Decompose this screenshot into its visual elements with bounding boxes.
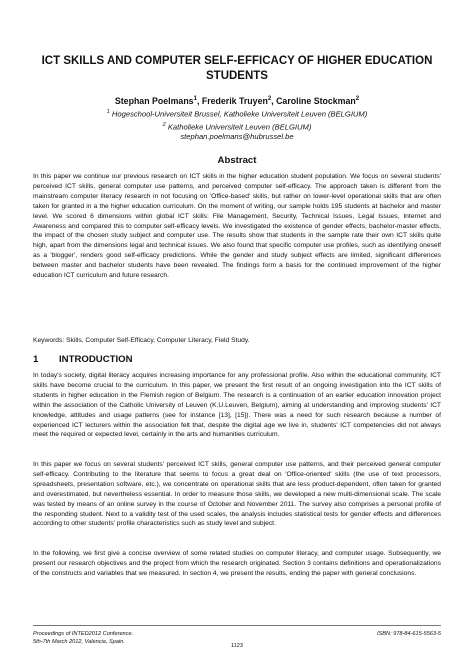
author-name: Caroline Stockman [276,95,356,106]
author-affiliation-mark: 2 [355,96,360,102]
abstract-heading: Abstract [217,155,257,166]
footer-isbn: ISBN: 978-84-615-5563-5 [376,631,441,637]
author-affiliation-mark: 2 [267,96,272,102]
keywords [33,336,441,346]
section-number: 1 [33,354,39,365]
footer-divider [33,625,441,626]
body-paragraph: In the following, we first give a concise overview of some related studies on computer literacy, and computer usage. Subsequently, we present our research objectives and the project from which the research originated. Section 3 contains definitions and operationalizations of the constructs and variables that we measured. In section 4, we present the results, ending the paper with general conclusions. [33,550,441,577]
affiliations [30,107,444,142]
affiliation: $^2$ Katholieke Universiteit Leuven (BELGIUM) [162,121,312,132]
body-paragraph: In today's society, digital literacy acquires increasing importance for any professional profile. Also within the educational community, ICT skills have become crucial to the curriculum. In this paper, we present the first result of an ongoing investigation into the ICT skills of students in higher education in the Flemish region of Belgium. The research is a continuation of an earlier education innovation project within the association of the Catholic University of Leuven (K.U.Leuven, Belgium), aiming at understanding and improving students' ICT knowledge, attitudes and usage patterns (see for instance [13], [15]). There was a need for such research because a number of experienced ICT lecturers within the association felt that, despite the digital age we live in, students' ICT competencies did not always meet the required or expected level, certainly in the arts and humanities curriculum. [33,372,441,439]
footer-proceedings: Proceedings of INTED2012 Conference. 5th-7th March 2012, Valencia, Spain. [33,631,134,645]
author-affiliation-mark: 1 [193,96,197,102]
affiliation: $^1$ Hogeschool-Universiteit Brussel, Katholieke Universiteit Leuven (BELGIUM) [106,109,368,119]
page-number: 1123 [230,643,244,649]
section-heading [33,354,133,365]
body-paragraph: In this paper we focus on several students' perceived ICT skills, general computer use patterns, and their perceived general computer self-efficacy. Contributing to the literature that seems to focus a great deal on 'Office-oriented' skills (the use of text processors, spreadsheets, presentation software, etc.), we concentrate on operational skills that are less product-dependent, often taken for granted and overestimated, but nevertheless essential. In order to measure those skills, we developed a new multi-dimensional scale. The scale was tested by means of an online survey in the course of October and November 2011. The survey also comprises a personal profile of the responding student. Next to a validity test of the used scales, the analysis includes statistical tests for gender effects and differences according to other students' profile characteristics such as study level and subject. [33,461,441,528]
author-email: stephan.poelmans@hubrussel.be [180,132,294,142]
author-name: Stephan Poelmans [114,95,194,106]
keywords-text: Skills, Computer Self-Efficacy, Computer Literacy, Field Study. [66,337,250,344]
section-title: INTRODUCTION [59,354,133,365]
keywords-label: Keywords: [33,337,65,344]
author-name: Frederik Truyen [201,95,268,106]
author-list: Stephan Poelmans$^1$, Frederik Truyen$^2$, Caroline Stockman$^2$ [114,95,360,106]
abstract-text: In this paper we continue our previous research on ICT skills in the higher education student population. We focus on several students' perceived ICT skills, general computer use patterns, and perceived computer self-efficacy. The approach taken is different from the mainstream computer literacy research in not focusing on 'Office-based' skills, but rather on lower-level operational skills that are often taken for granted in a the higher education curriculum. On the moment of writing, our sample holds 195 students at bachelor and master level. We scored 6 dimensions within global ICT skills: File Management, Security, Technical Issues, Legal Issues, Internet and Awareness and compared this to computer self-efficacy levels. We investigated the existence of gender effects, bachelor-master effects, the impact of the chosen study subject and computer use. The results show that students in the sample rate their own ICT skills quite high, apart from the dimensions legal and technical issues. We also found that specific computer use profiles, such as identifying oneself as a 'blogger', renders good self-efficacy predictions. While the gender and study subject effects are limited, significant differences between master and bachelor students have been revealed. The findings form a basis for the continued improvement of the higher education ICT curriculum and future research. [33,173,441,280]
paper-title: ICT SKILLS AND COMPUTER SELF-EFFICACY OF HIGHER EDUCATION STUDENTS [41,55,433,82]
